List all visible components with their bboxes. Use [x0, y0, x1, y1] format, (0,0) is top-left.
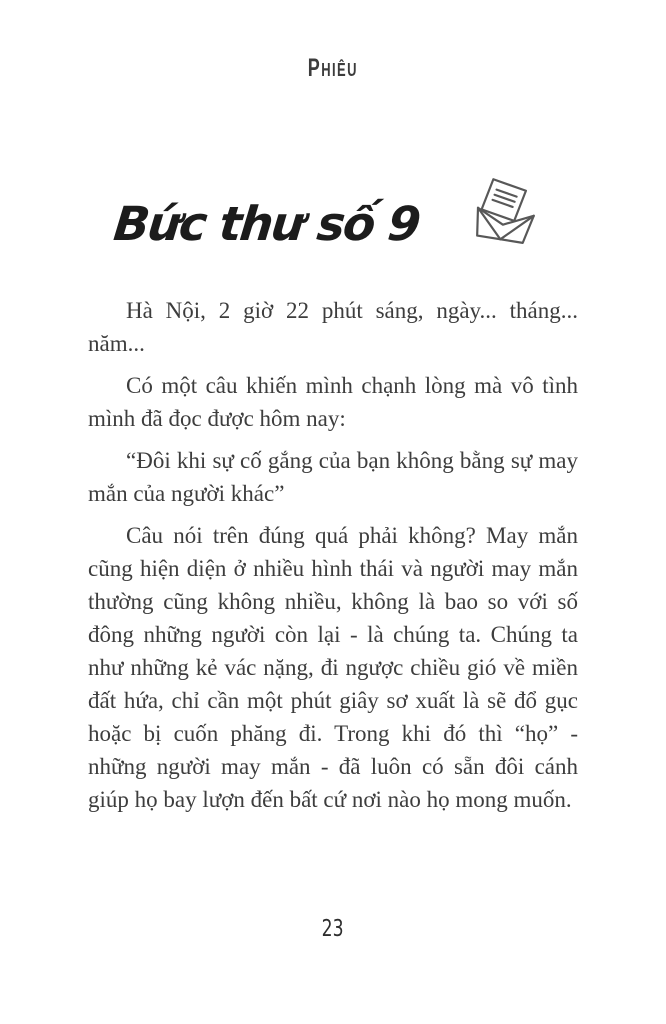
chapter-heading-row	[88, 178, 578, 270]
paragraph-intro: Có một câu khiến mình chạnh lòng mà vô tình mình đã đọc được hôm nay:	[88, 373, 578, 431]
running-header-text: Phiêu	[307, 54, 359, 82]
paragraph-main: Câu nói trên đúng quá phải không? May mắn cũng hiện diện ở nhiều hình thái và người may mắn thường cũng không nhiều, không là bao so với số đông những người còn lại - là chúng ta. Chúng ta như những kẻ vác nặng, đi ngược chiều gió về miền đất hứa, chỉ cần một phút giây sơ xuất là sẽ đổ gục hoặc bị cuốn phăng đi. Trong khi đó thì “họ” - những người may mắn - đã luôn có sẵn đôi cánh giúp họ bay lượn đến bất cứ nơi nào họ mong muốn.	[88, 523, 578, 812]
chapter-title: Bức thư số 9	[111, 196, 422, 252]
paragraph-dateline: Hà Nội, 2 giờ 22 phút sáng, ngày... tháng... năm...	[88, 298, 578, 356]
running-header	[0, 54, 666, 83]
page-number	[0, 916, 666, 942]
paragraph-quote: “Đôi khi sự cố gắng của bạn không bằng sự may mắn của người khác”	[88, 448, 578, 506]
page-number-text: 23	[322, 916, 344, 942]
body-text	[88, 294, 578, 825]
envelope-letter-icon	[465, 175, 545, 253]
